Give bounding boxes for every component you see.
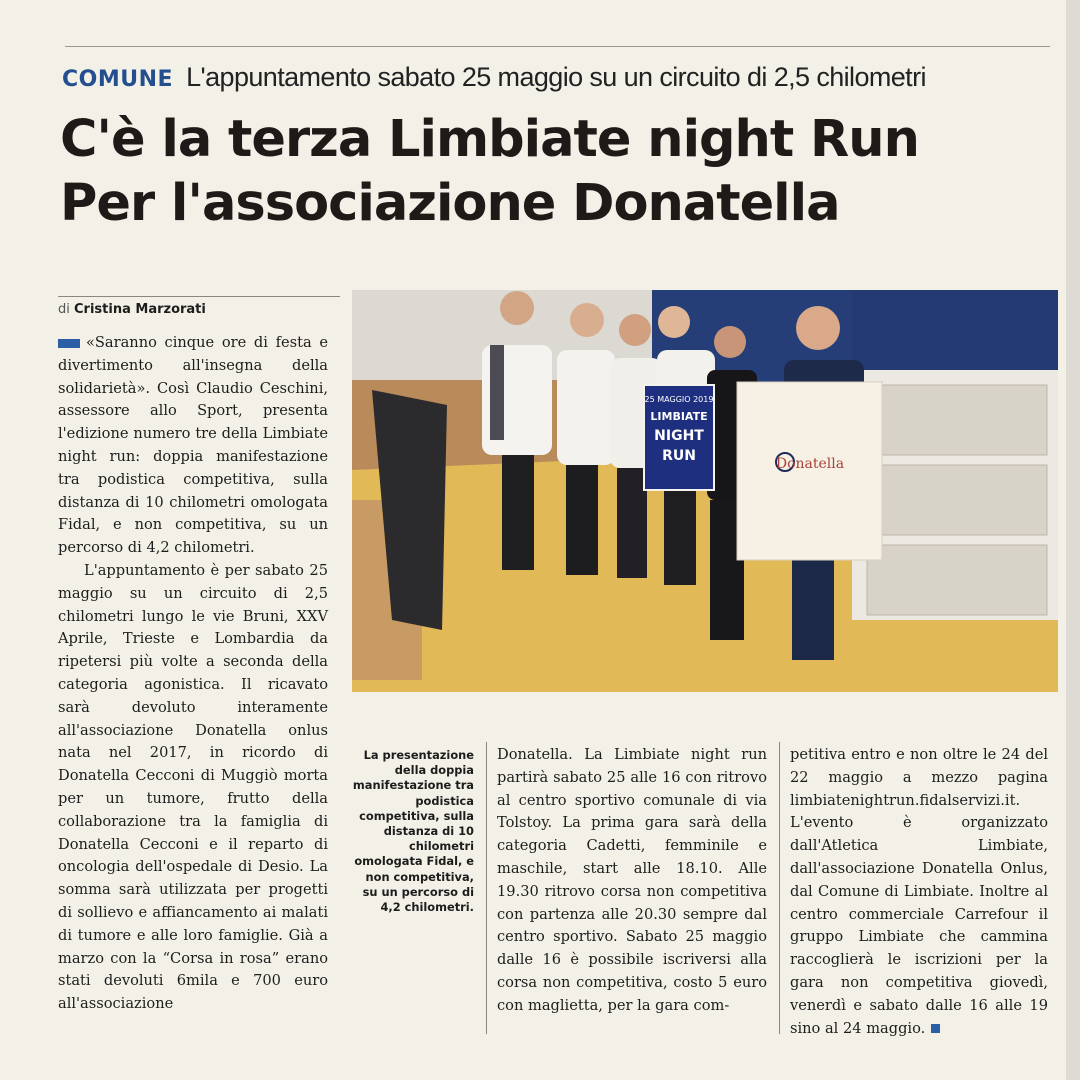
article-paragraph-2: L'appuntamento è per sabato 25 maggio su un circuito di 2,5 chilometri lungo le vie Bruni, XXV Aprile, Trieste e Lombardia da ripetersi più volte a seconda della categoria agonistica. Il ricavato sarà devoluto interamente all'associazione Donatella onlus nata nel 2017, in ricordo di Donatella Cecconi di Muggiò morta per un tumore, frutto della collaborazione tra la famiglia di Donatella Cecconi e il reparto di oncologia dell'ospedale di Desio. La somma sarà utilizzata per progetti di sollievo e affiancamento ai malati di tumore e alle loro famiglie. Già a marzo con la “Corsa in rosa” erano stati devoluti 6mila e 700 euro all'associazione xyxy=(58,561,328,1013)
column-3-paragraph xyxy=(790,744,1048,1040)
byline xyxy=(58,302,206,317)
shirt-logo-text: Donatella xyxy=(775,456,845,472)
page-edge xyxy=(1066,0,1080,1080)
column-divider-2 xyxy=(779,742,780,1034)
poster-title-2: NIGHT xyxy=(654,428,704,444)
byline-prefix: di xyxy=(58,302,70,317)
column-divider-1 xyxy=(486,742,487,1034)
kicker-row xyxy=(62,62,1052,102)
headline-line-1: C'è la terza Limbiate night Run xyxy=(60,110,919,169)
poster-title-3: RUN xyxy=(662,448,696,464)
headline-line-2: Per l'associazione Donatella xyxy=(60,174,840,233)
headline xyxy=(60,108,1060,236)
column-2-text: Donatella. La Limbiate night run partirà sabato 25 alle 16 con ritrovo al centro sportivo comunale di via Tolstoy. La prima gara sarà della categoria Cadetti, femminile e maschile, start alle 18.10. Alle 19.30 ritrovo corsa non competitiva con partenza alle 20.30 sempre dal centro sportivo. Sabato 25 maggio dalle 16 è possibile iscriversi alla corsa non competitiva, costo 5 euro con maglietta, per la gara com- xyxy=(497,746,767,1014)
kicker-text: L'appuntamento sabato 25 maggio su un circuito di 2,5 chilometri xyxy=(186,62,926,92)
article-column-1 xyxy=(58,332,328,1016)
top-rule xyxy=(65,46,1050,47)
lead-marker-icon xyxy=(58,339,80,348)
article-column-2 xyxy=(497,744,767,1018)
byline-author: Cristina Marzorati xyxy=(74,302,206,317)
article-photo xyxy=(352,290,1058,692)
poster-date: 25 MAGGIO 2019 xyxy=(644,395,714,404)
poster-title-1: LIMBIATE xyxy=(650,410,708,423)
column-3-text: petitiva entro e non oltre le 24 del 22 maggio a mezzo pagina limbiatenightrun.fidalservizi.it. L'evento è organizzato dall'Atletica Limbiate, dall'associazione Donatella Onlus, dal Comune di Limbiate. Inoltre al centro commerciale Carrefour il gruppo Limbiate che cammina raccoglierà le iscrizioni per la gara non competitiva giovedì, venerdì e sabato dalle 16 alle 19 sino al 24 maggio. xyxy=(790,746,1048,1037)
section-label: COMUNE xyxy=(62,67,174,92)
photo-illustration xyxy=(352,290,1058,692)
paragraph-1-text: «Saranno cinque ore di festa e divertimento all'insegna della solidarietà». Così Claudio Ceschini, assessore allo Sport, presenta l'edizione numero tre della Limbiate night run: doppia manifestazione tra podistica competitiva, sulla distanza di 10 chilometri omologata Fidal, e non competitiva, su un percorso di 4,2 chilometri. xyxy=(58,334,328,557)
photo-caption: La presentazione della doppia manifestazione tra podistica competitiva, sulla distanza di 10 chilometri omologata Fidal, e non competitiva, su un percorso di 4,2 chilometri. xyxy=(352,748,474,915)
article-paragraph-1 xyxy=(58,332,328,560)
byline-rule xyxy=(58,296,340,297)
article-column-3 xyxy=(790,744,1048,1040)
end-marker-icon xyxy=(931,1024,940,1033)
